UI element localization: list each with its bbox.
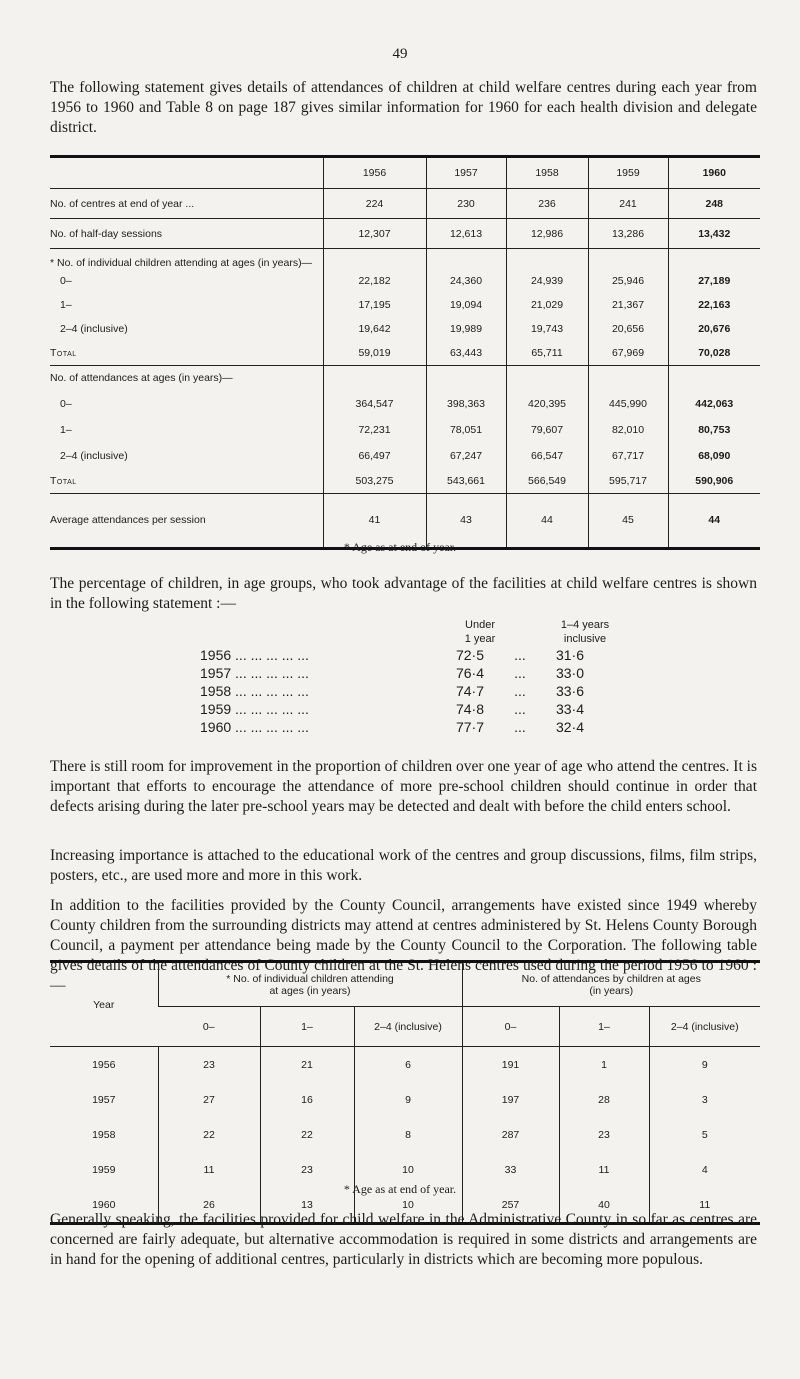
cell: 44 xyxy=(506,493,588,548)
row-label: 1– xyxy=(60,299,72,311)
header-line: No. of attendances by children at ages xyxy=(521,972,701,985)
cell: 24,360 xyxy=(426,269,506,293)
table-row xyxy=(50,269,760,293)
cell: 67,969 xyxy=(588,341,668,365)
table-row-centres xyxy=(50,189,760,219)
cell: 26 xyxy=(158,1187,260,1224)
year-header: 1957 xyxy=(426,157,506,189)
year-cell: 1959 xyxy=(92,1163,116,1176)
sub-header: 0– xyxy=(462,1007,559,1047)
one-to-four-value: 32·4 xyxy=(555,719,585,735)
cell: 398,363 xyxy=(426,391,506,417)
table-row xyxy=(50,391,760,417)
cell: 9 xyxy=(649,1047,760,1083)
year-header: 1960 xyxy=(668,157,760,189)
cell: 445,990 xyxy=(588,391,668,417)
table-row xyxy=(50,443,760,469)
cell: 44 xyxy=(668,493,760,548)
year-header: 1959 xyxy=(588,157,668,189)
row-label: 0– xyxy=(60,398,72,410)
cell: 13,286 xyxy=(588,219,668,249)
cell: 28 xyxy=(559,1082,649,1117)
page-number: 49 xyxy=(392,46,408,62)
cell: 22,163 xyxy=(668,293,760,317)
year: 1958 xyxy=(200,683,232,699)
cell: 12,613 xyxy=(426,219,506,249)
table-row xyxy=(50,417,760,443)
cell: 24,939 xyxy=(506,269,588,293)
percentage-row: 1957 ... ... ... ... ... 76·4 ... 33·0 xyxy=(200,664,620,682)
cell: 17,195 xyxy=(323,293,426,317)
row-label: 0– xyxy=(60,275,72,287)
cell: 23 xyxy=(260,1152,354,1187)
cell: 248 xyxy=(668,189,760,219)
row-label: Total xyxy=(50,341,323,365)
cell: 67,247 xyxy=(426,443,506,469)
cell: 78,051 xyxy=(426,417,506,443)
year: 1956 xyxy=(200,647,232,663)
table-row xyxy=(50,1082,760,1117)
row-label: 2–4 (inclusive) xyxy=(60,323,128,335)
year-cell: 1960 xyxy=(92,1198,116,1211)
cell: 236 xyxy=(506,189,588,219)
table-row-individual-heading xyxy=(50,249,760,270)
row-label: 2–4 (inclusive) xyxy=(60,450,128,462)
col-header: Under xyxy=(465,619,495,631)
table-row-total xyxy=(50,469,760,493)
cell: 66,497 xyxy=(323,443,426,469)
cell: 33 xyxy=(462,1152,559,1187)
cell: 19,642 xyxy=(323,317,426,341)
cell: 22,182 xyxy=(323,269,426,293)
cell: 19,743 xyxy=(506,317,588,341)
cell: 23 xyxy=(559,1117,649,1152)
percentage-statement xyxy=(200,618,620,736)
row-label: Average attendances per session xyxy=(50,514,206,526)
cell: 59,019 xyxy=(323,341,426,365)
table-row-total xyxy=(50,341,760,365)
cell: 45 xyxy=(588,493,668,548)
cell: 287 xyxy=(462,1117,559,1152)
section-heading: * No. of individual children attending at ages (in years)— xyxy=(50,257,313,269)
header-line: * No. of individual children attending xyxy=(226,972,394,985)
cell: 5 xyxy=(649,1117,760,1152)
under1-value: 74·7 xyxy=(455,683,485,699)
sub-header: 2–4 (inclusive) xyxy=(649,1007,760,1047)
header-line: (in years) xyxy=(589,984,634,997)
cell: 191 xyxy=(462,1047,559,1083)
cell: 20,656 xyxy=(588,317,668,341)
percentage-header xyxy=(450,618,620,646)
cell: 79,607 xyxy=(506,417,588,443)
cell: 11 xyxy=(649,1187,760,1224)
percentage-intro: The percentage of children, in age groups, who took advantage of the facilities at child welfare centres is shown in the following statement :— xyxy=(50,575,757,612)
row-label: Total xyxy=(50,469,323,493)
row-label: No. of centres at end of year ... xyxy=(50,189,323,219)
cell: 43 xyxy=(426,493,506,548)
cell: 20,676 xyxy=(668,317,760,341)
cell: 72,231 xyxy=(323,417,426,443)
cell: 19,094 xyxy=(426,293,506,317)
cell: 82,010 xyxy=(588,417,668,443)
cell: 65,711 xyxy=(506,341,588,365)
cell: 9 xyxy=(354,1082,462,1117)
cell: 13 xyxy=(260,1187,354,1224)
table-row xyxy=(50,317,760,341)
cell: 22 xyxy=(158,1117,260,1152)
section-heading: No. of attendances at ages (in years)— xyxy=(50,372,233,385)
cell: 590,906 xyxy=(668,469,760,493)
cell: 19,989 xyxy=(426,317,506,341)
cell: 595,717 xyxy=(588,469,668,493)
st-helens-paragraph: In addition to the facilities provided by the County Council, arrangements have existed since 1949 whereby County children from the surrounding districts may attend at centres administered by St. Helens County Borough Council, a payment per attendance being made by the County Council to the Corporation. The following table gives details of the attendances of County children at the St. Helens centres used during the period 1956 to 1960 :— xyxy=(50,897,757,994)
year-header: 1956 xyxy=(323,157,426,189)
improvement-paragraph: There is still room for improvement in the proportion of children over one year of age who attend the centres. It is important that efforts to encourage the attendance of more pre-school children should continue in order that defects arising during the later pre-school years may be detected and dealt with before the child enters school. xyxy=(50,758,757,815)
group1-header xyxy=(158,962,462,1007)
row-label: No. of half-day sessions xyxy=(50,219,323,249)
sub-header: 2–4 (inclusive) xyxy=(354,1007,462,1047)
cell: 16 xyxy=(260,1082,354,1117)
footnote: * Age as at end of year. xyxy=(343,540,457,554)
cell: 21,029 xyxy=(506,293,588,317)
cell: 27 xyxy=(158,1082,260,1117)
cell: 10 xyxy=(354,1187,462,1224)
cell: 442,063 xyxy=(668,391,760,417)
cell: 23 xyxy=(158,1047,260,1083)
row-label: 1– xyxy=(60,424,72,436)
cell: 10 xyxy=(354,1152,462,1187)
year: 1959 xyxy=(200,701,232,717)
cell: 543,661 xyxy=(426,469,506,493)
percentage-row: 1960 ... ... ... ... ... 77·7 ... 32·4 xyxy=(200,718,620,736)
percentage-row: 1958 ... ... ... ... ... 74·7 ... 33·6 xyxy=(200,682,620,700)
education-paragraph: Increasing importance is attached to the educational work of the centres and group discussions, films, film strips, posters, etc., are used more and more in this work. xyxy=(50,847,757,884)
intro-paragraph: The following statement gives details of attendances of children at child welfare centres during each year from 1956 to 1960 and Table 8 on page 187 gives similar information for 1960 for each health division and delegate district. xyxy=(50,79,757,136)
one-to-four-value: 33·4 xyxy=(555,701,585,717)
table-header-blank xyxy=(50,157,323,189)
cell: 68,090 xyxy=(668,443,760,469)
cell: 12,307 xyxy=(323,219,426,249)
cell: 80,753 xyxy=(668,417,760,443)
table-row-sessions xyxy=(50,219,760,249)
cell: 197 xyxy=(462,1082,559,1117)
group2-header xyxy=(462,962,760,1007)
cell: 25,946 xyxy=(588,269,668,293)
year-cell: 1958 xyxy=(92,1128,116,1141)
cell: 21 xyxy=(260,1047,354,1083)
attendance-table xyxy=(50,155,760,550)
col-header: 1 year xyxy=(464,633,496,645)
sub-header: 1– xyxy=(260,1007,354,1047)
cell: 66,547 xyxy=(506,443,588,469)
table-row xyxy=(50,293,760,317)
sub-header: 1– xyxy=(559,1007,649,1047)
cell: 3 xyxy=(649,1082,760,1117)
cell: 11 xyxy=(158,1152,260,1187)
cell: 13,432 xyxy=(668,219,760,249)
col-header: 1–4 years xyxy=(560,619,610,631)
cell: 67,717 xyxy=(588,443,668,469)
cell: 21,367 xyxy=(588,293,668,317)
table-row xyxy=(50,1117,760,1152)
cell: 41 xyxy=(323,493,426,548)
year-cell: 1957 xyxy=(92,1093,116,1106)
cell: 420,395 xyxy=(506,391,588,417)
under1-value: 76·4 xyxy=(455,665,485,681)
cell: 11 xyxy=(559,1152,649,1187)
one-to-four-value: 33·6 xyxy=(555,683,585,699)
cell: 12,986 xyxy=(506,219,588,249)
col-header: inclusive xyxy=(563,633,607,645)
table-row-attendance-heading xyxy=(50,365,760,391)
general-paragraph: Generally speaking, the facilities provided for child welfare in the Administrative County in so far as centres are concerned are fairly adequate, but alternative accommodation is required in some districts and arrangements are in hand for the opening of additional centres, particularly in districts which are becoming more populous. xyxy=(50,1211,757,1268)
cell: 566,549 xyxy=(506,469,588,493)
cell: 364,547 xyxy=(323,391,426,417)
cell: 40 xyxy=(559,1187,649,1224)
cell: 22 xyxy=(260,1117,354,1152)
cell: 257 xyxy=(462,1187,559,1224)
year-header: 1958 xyxy=(506,157,588,189)
cell: 63,443 xyxy=(426,341,506,365)
percentage-row: 1959 ... ... ... ... ... 74·8 ... 33·4 xyxy=(200,700,620,718)
cell: 70,028 xyxy=(668,341,760,365)
under1-value: 77·7 xyxy=(455,719,485,735)
one-to-four-value: 31·6 xyxy=(555,647,585,663)
cell: 503,275 xyxy=(323,469,426,493)
table-row xyxy=(50,1047,760,1083)
cell: 241 xyxy=(588,189,668,219)
year-column-header: Year xyxy=(50,962,158,1047)
cell: 230 xyxy=(426,189,506,219)
under1-value: 74·8 xyxy=(455,701,485,717)
percentage-row: 1956 ... ... ... ... ... 72·5 ... 31·6 xyxy=(200,646,620,664)
sub-header: 0– xyxy=(158,1007,260,1047)
year-cell: 1956 xyxy=(92,1058,116,1071)
header-line: at ages (in years) xyxy=(269,984,351,997)
one-to-four-value: 33·0 xyxy=(555,665,585,681)
cell: 8 xyxy=(354,1117,462,1152)
cell: 224 xyxy=(323,189,426,219)
under1-value: 72·5 xyxy=(455,647,485,663)
cell: 4 xyxy=(649,1152,760,1187)
year: 1960 xyxy=(200,719,232,735)
cell: 27,189 xyxy=(668,269,760,293)
cell: 1 xyxy=(559,1047,649,1083)
cell: 6 xyxy=(354,1047,462,1083)
footnote: * Age as at end of year. xyxy=(343,1182,457,1196)
year: 1957 xyxy=(200,665,232,681)
